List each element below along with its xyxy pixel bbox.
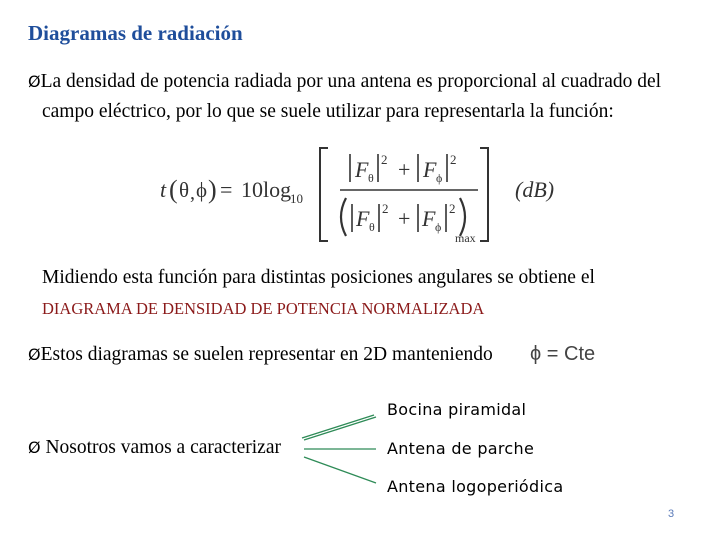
formula-num-f1: F xyxy=(355,157,369,182)
formula-log-base: 10 xyxy=(290,191,303,206)
page-number: 3 xyxy=(668,508,675,520)
connector-line-top-double xyxy=(304,417,376,440)
formula-den-sub-phi: ϕ xyxy=(435,220,442,234)
formula-t: t xyxy=(160,177,167,202)
paragraph-measure: Midiendo esta función para distintas posiciones angulares se obtiene el xyxy=(42,267,595,288)
formula-num-sub-theta: θ xyxy=(368,171,374,185)
bullet-arrow-icon: Ø xyxy=(28,72,41,91)
bullet-arrow-icon: Ø xyxy=(28,345,41,364)
connector-line-top xyxy=(302,415,374,438)
formula-num-exp1: 2 xyxy=(381,152,388,167)
connector-line-bottom xyxy=(304,457,376,483)
paragraph-characterize-text: Nosotros vamos a caracterizar xyxy=(45,437,281,458)
formula-den-exp1: 2 xyxy=(382,201,389,216)
paragraph-intro-line2: campo eléctrico, por lo que se suele utilizar para representarla la función: xyxy=(42,101,614,122)
formula-den-f1: F xyxy=(356,206,370,231)
formula-num-plus: + xyxy=(398,157,411,182)
formula-phi: ϕ xyxy=(196,178,208,202)
formula-unit: (dB) xyxy=(515,177,555,202)
cte-phi: ϕ xyxy=(530,343,542,365)
formula-den-f2: F xyxy=(422,206,436,231)
bullet-arrow-icon: Ø xyxy=(28,438,41,457)
formula-log: log xyxy=(263,177,292,202)
formula-num-f2: F xyxy=(423,157,437,182)
formula-theta: θ xyxy=(179,178,190,202)
formula-num-exp2: 2 xyxy=(450,152,457,167)
option-patch-antenna: Antena de parche xyxy=(387,439,535,458)
formula-num-sub-phi: ϕ xyxy=(436,171,443,185)
formula-equals: = xyxy=(220,177,233,202)
formula-ten: 10 xyxy=(241,177,263,202)
formula-paren-close: ) xyxy=(208,175,217,204)
diagram-type-heading: DIAGRAMA DE DENSIDAD DE POTENCIA NORMALIZADA xyxy=(42,299,485,318)
formula-den-sub-theta: θ xyxy=(369,220,375,234)
cte-value: Cte xyxy=(564,343,596,365)
option-pyramidal-horn: Bocina piramidal xyxy=(387,400,527,419)
cte-equals: = xyxy=(546,343,559,365)
formula-comma: , xyxy=(190,182,195,204)
formula-max: max xyxy=(455,231,476,245)
paragraph-2d-text: Estos diagramas se suelen representar en 2D manteniendo xyxy=(40,344,493,365)
slide-title: Diagramas de radiación xyxy=(28,21,243,45)
formula-paren-open: ( xyxy=(169,175,178,204)
formula-den-plus: + xyxy=(398,206,411,231)
paragraph-intro-line1: La densidad de potencia radiada por una antena es proporcional al cuadrado del xyxy=(40,71,662,92)
option-log-periodic-antenna: Antena logoperiódica xyxy=(387,477,564,496)
formula-den-exp2: 2 xyxy=(449,201,456,216)
